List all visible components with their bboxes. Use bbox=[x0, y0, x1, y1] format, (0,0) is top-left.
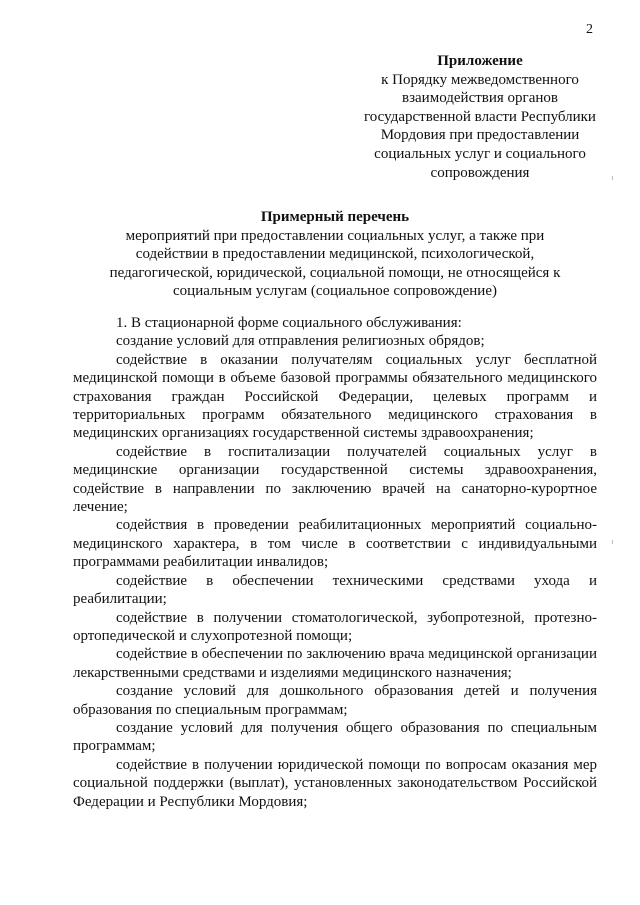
list-subtitle-line: мероприятий при предоставлении социальных услуг, а также при bbox=[125, 227, 545, 244]
appendix-line: взаимодействия органов bbox=[402, 90, 558, 107]
appendix-line: государственной власти Республики bbox=[364, 108, 596, 125]
list-item: создание условий для отправления религиозных обрядов; bbox=[116, 333, 485, 350]
list-item: содействие в обеспечении техническими средствами ухода и реабилитации; bbox=[73, 572, 597, 608]
list-item: содействие в госпитализации получателей социальных услуг в медицинские организации государственной системы здравоохранения, содействие в направлении по заключению врачей на санаторно-курортное лечение; bbox=[73, 443, 597, 516]
appendix-line: социальных услуг и социального bbox=[374, 145, 586, 162]
list-subtitle-line: содействии в предоставлении медицинской, психологической, bbox=[135, 246, 535, 263]
appendix-title: Приложение bbox=[437, 53, 523, 69]
list-title-block bbox=[100, 208, 570, 301]
list-item: создание условий для дошкольного образования детей и получения образования по специальным программам; bbox=[73, 683, 597, 718]
scan-artifact-mark bbox=[612, 540, 613, 544]
list-subtitle-line: социальным услугам (социальное сопровождение) bbox=[173, 283, 497, 300]
list-subtitle-line: педагогической, юридической, социальной помощи, не относящейся к bbox=[109, 264, 561, 281]
list-item: содействие в получении юридической помощи по вопросам оказания мер социальной поддержки (выплат), установленных законодательством Российской Федерации и Республики Мордовия; bbox=[73, 756, 597, 810]
document-body bbox=[73, 314, 597, 811]
list-item: содействия в проведении реабилитационных мероприятий социально-медицинского характера, в том числе в соответствии с индивидуальными программами реабилитации инвалидов; bbox=[73, 517, 597, 571]
appendix-block bbox=[350, 52, 610, 182]
list-item: содействие в обеспечении по заключению врача медицинской организации лекарственными средствами и изделиями медицинского назначения; bbox=[73, 646, 597, 681]
list-item: создание условий для получения общего образования по специальным программам; bbox=[73, 719, 597, 755]
scan-artifact-mark bbox=[612, 176, 613, 180]
appendix-line: к Порядку межведомственного bbox=[381, 71, 579, 88]
appendix-line: Мордовия при предоставлении bbox=[380, 127, 580, 144]
section-heading: 1. В стационарной форме социального обслуживания: bbox=[116, 315, 462, 331]
list-item: содействие в получении стоматологической, зубопротезной, протезно-ортопедической и слухопротезной помощи; bbox=[73, 609, 597, 644]
appendix-line: сопровождения bbox=[430, 164, 530, 181]
list-title: Примерный перечень bbox=[260, 209, 410, 225]
list-item: содействие в оказании получателям социальных услуг бесплатной медицинской помощи в объеме базовой программы обязательного медицинского страхования граждан Российской Федерации, целевых программ и территориальных программ обязательного медицинского страхования в медицинских организациях государственной системы здравоохранения; bbox=[73, 351, 597, 442]
page-number: 2 bbox=[586, 22, 593, 37]
